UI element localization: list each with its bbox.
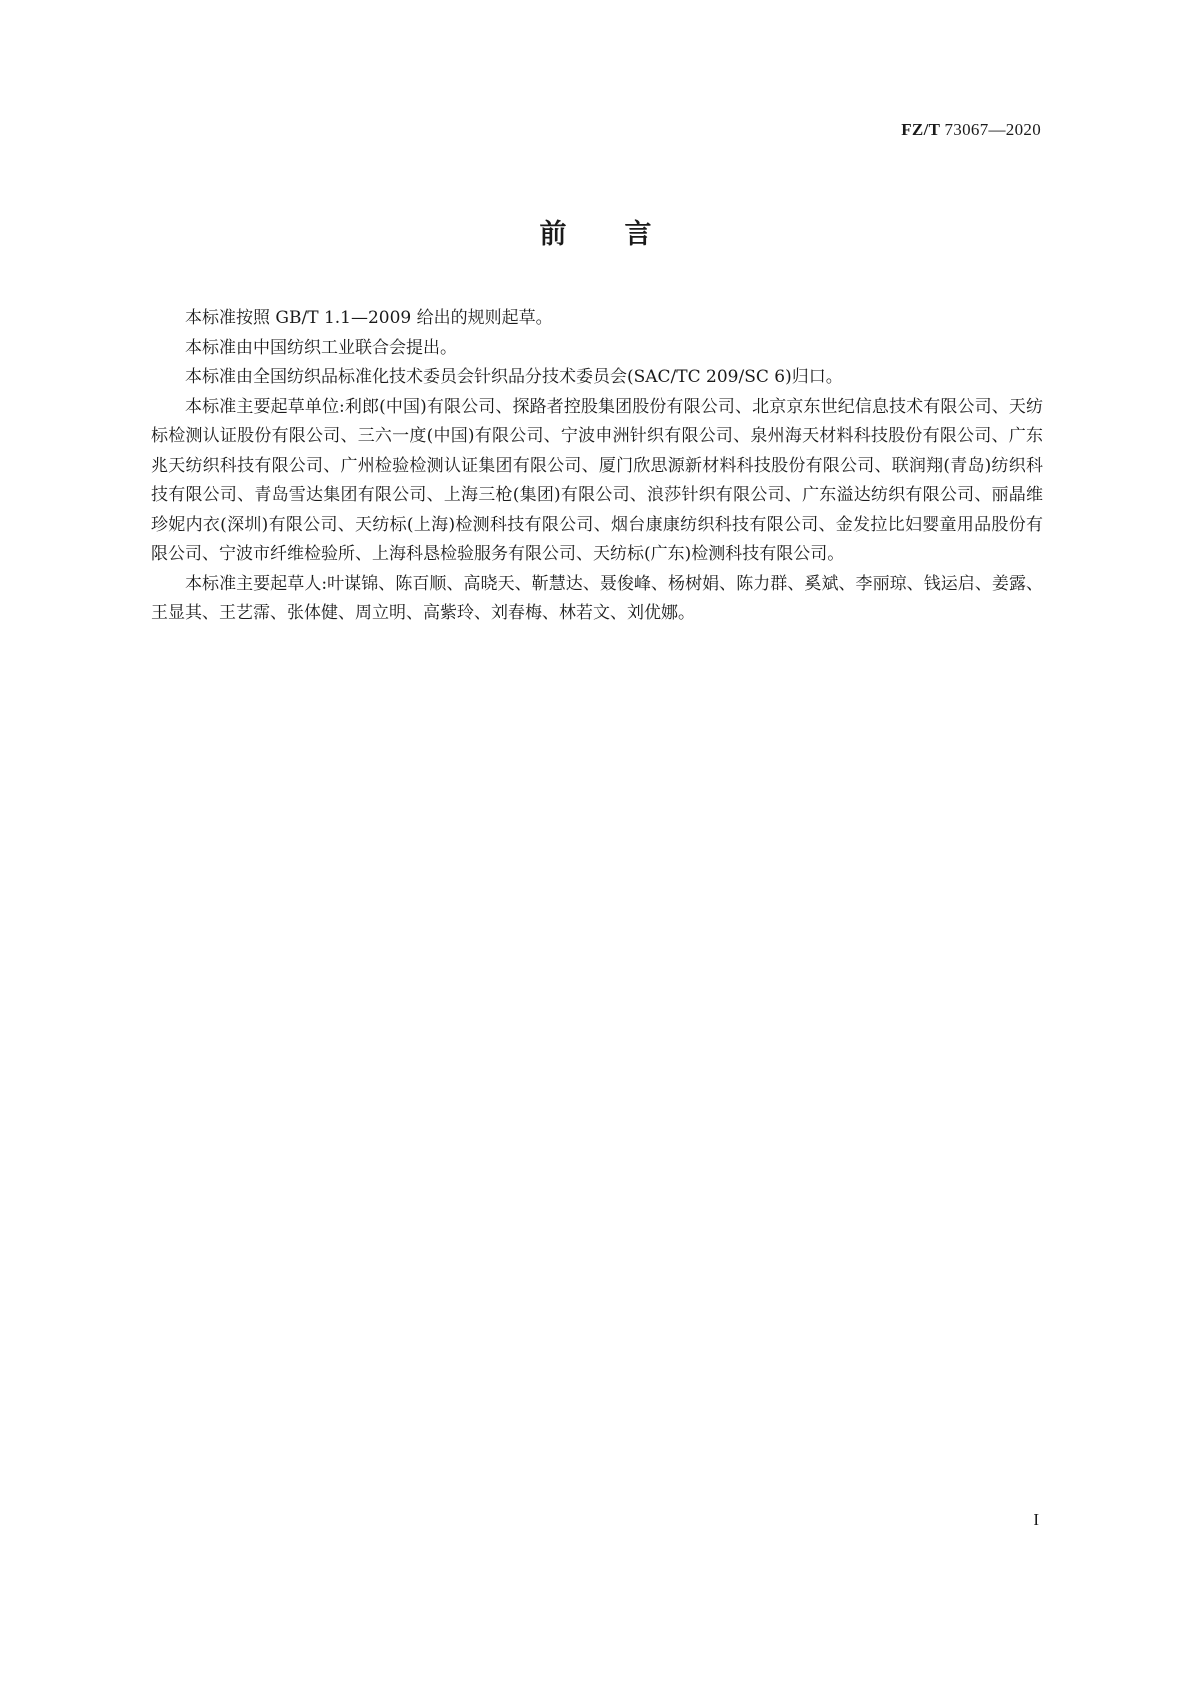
standard-prefix: FZ/T [901,120,940,139]
paragraph-drafting-organizations: 本标准主要起草单位:利郎(中国)有限公司、探路者控股集团股份有限公司、北京京东世纪信息技术有限公司、天纺标检测认证股份有限公司、三六一度(中国)有限公司、宁波申洲针织有限公司、泉州海天材料科技股份有限公司、广东兆天纺织科技有限公司、广州检验检测认证集团有限公司、厦门欣思源新材料科技股份有限公司、联润翔(青岛)纺织科技有限公司、青岛雪达集团有限公司、上海三枪(集团)有限公司、浪莎针织有限公司、广东溢达纺织有限公司、丽晶维珍妮内衣(深圳)有限公司、天纺标(上海)检测科技有限公司、烟台康康纺织科技有限公司、金发拉比妇婴童用品股份有限公司、宁波市纤维检验所、上海科恳检验服务有限公司、天纺标(广东)检测科技有限公司。 [151,396,1043,564]
foreword-body [151,304,1043,629]
paragraph-proposer: 本标准由中国纺织工业联合会提出。 [185,337,457,358]
standard-number: 73067—2020 [944,120,1041,139]
paragraph-responsible-committee: 本标准由全国纺织品标准化技术委员会针织品分技术委员会(SAC/TC 209/SC 6)归口。 [185,367,843,387]
standard-code [901,120,1041,140]
page-title [0,212,1191,251]
title-char-2: 言 [624,219,652,250]
page-number: I [1033,1510,1039,1529]
title-char-1: 前 [539,219,567,250]
paragraph-drafters: 本标准主要起草人:叶谋锦、陈百顺、高晓天、靳慧达、聂俊峰、杨树娟、陈力群、奚斌、李丽琼、钱运启、姜露、王显其、王艺霈、张体健、周立明、高紫玲、刘春梅、林若文、刘优娜。 [151,573,1043,623]
paragraph-drafting-rules: 本标准按照 GB/T 1.1—2009 给出的规则起草。 [185,308,553,328]
